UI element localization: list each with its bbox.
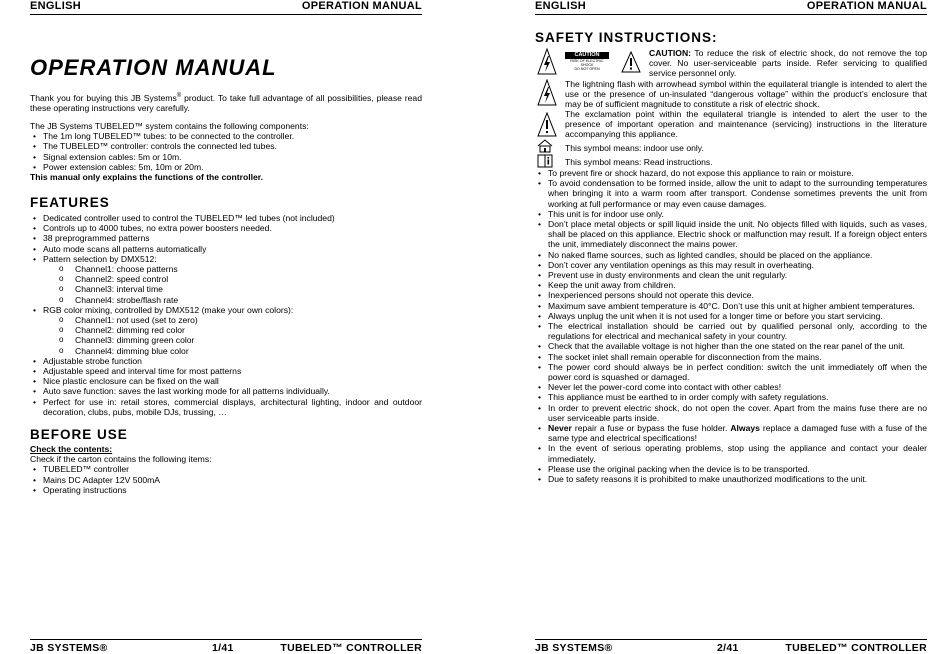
never-mid: repair a fuse or bypass the fuse holder. [571,423,731,434]
list-item: • Prevent use in dusty environments and clean the unit regularly. [535,270,927,280]
list-item: • Controls up to 4000 tubes, no extra power boosters needed. [30,223,422,233]
intro-paragraph [30,91,422,113]
list-item: • In order to prevent electric shock, do not open the cover. Apart from the mains fuse there are no user serviceable parts inside. [535,403,927,423]
never-word: Never [548,423,572,434]
list-item: • Auto mode scans all patterns automatically [30,244,422,254]
page-header [30,0,422,15]
footer-brand: JB SYSTEMS® [30,642,108,654]
list-item: • Nice plastic enclosure can be fixed on the wall [30,376,422,386]
safety-section [535,168,927,484]
list-item: • This unit is for indoor use only. [535,209,927,219]
list-item: • No naked flame sources, such as lighted candles, should be placed on the appliance. [535,250,927,260]
registered-mark: ® [176,93,182,99]
list-item: • Inexperienced persons should not operate this device. [535,290,927,300]
list-item: • Due to safety reasons it is prohibited to make unauthorized modifications to the unit. [535,474,927,484]
list-item: • Adjustable speed and interval time for most patterns [30,366,422,376]
right-page [535,0,927,654]
list-item: • Maximum save ambient temperature is 40°C. Don’t use this unit at higher ambient temperatures. [535,301,927,311]
list-item: • Perfect for use in: retail stores, commercial displays, architectural lighting, indoor and outdoor decoration, clubs, pubs, mobile DJs, trussing, … [30,397,422,417]
list-item: • The socket inlet shall remain operable for disconnection from the mains. [535,352,927,362]
caution-label-title: CAUTION [565,52,609,59]
footer-product: TUBELED™ CONTROLLER [785,642,927,654]
lightning-warning-icon [537,48,557,76]
list-item: • Power extension cables: 5m, 10m or 20m. [30,162,422,172]
exclamation-warning-icon [621,51,641,73]
components-list [30,131,422,172]
list-item: • Please use the original packing when the device is to be transported. [535,464,927,474]
footer-product: TUBELED™ CONTROLLER [280,642,422,654]
manual-note: This manual only explains the functions of the controller. [30,172,264,183]
read-instructions-icon [537,154,553,168]
list-item: o Channel3: dimming green color [30,335,422,345]
list-item: • To prevent fire or shock hazard, do not expose this appliance to rain or moisture. [535,168,927,178]
check-list [30,464,422,495]
left-page [30,0,422,654]
list-item [30,254,422,305]
list-item: o Channel2: speed control [30,274,422,284]
lightning-paragraph: The lightning flash with arrowhead symbol within the equilateral triangle is intended to alert the use or the presence of un-insulated “dangerous voltage” within the product’s enclosure that may be of sufficient magnitude to constitute a risk of electric shock. [565,79,927,110]
intro-text-b: product. To take full advantage of all possibilities, please read these operating instructions very carefully. [30,92,422,114]
list-item: • 38 preprogrammed patterns [30,233,422,243]
list-item: • Operating instructions [30,485,422,495]
indoor-use-icon [537,139,553,153]
list-item: • This appliance must be earthed to in order comply with safety regulations. [535,392,927,402]
safety-heading: SAFETY INSTRUCTIONS: [535,30,718,45]
always-word: Always [730,423,760,434]
page-title: OPERATION MANUAL [30,55,277,80]
list-item: • In the event of serious operating problems, stop using the appliance and contact your dealer immediately. [535,443,927,463]
header-title: OPERATION MANUAL [301,0,422,12]
page-header [535,0,927,15]
list-item [535,423,927,443]
list-item: • Always unplug the unit when it is not used for a longer time or before you start servicing. [535,311,927,321]
caution-text: To reduce the risk of electric shock, do not remove the top cover. No user-serviceable parts inside. Refer servicing to qualified service personnel only. [649,48,927,79]
list-item: • Signal extension cables: 5m or 10m. [30,152,422,162]
exclamation-warning-icon [537,112,557,137]
list-item: o Channel3: interval time [30,284,422,294]
list-item [30,305,422,356]
list-item: • Don’t cover any ventilation openings as this may result in overheating. [535,260,927,270]
check-title: Check the contents: [30,444,113,454]
intro-text-a: Thank you for buying this JB Systems [30,92,177,103]
caution-label [565,52,609,72]
page-footer [30,639,422,654]
list-item: o Channel2: dimming red color [30,325,422,335]
caution-paragraph [649,48,927,79]
indoor-paragraph: This symbol means: indoor use only. [565,143,704,153]
footer-page-number: 2/41 [717,642,739,654]
header-language: ENGLISH [30,0,81,12]
list-item-label: Pattern selection by DMX512: [43,253,157,264]
list-item: • To avoid condensation to be formed inside, allow the unit to adapt to the surrounding temperatures when bringing it into a warm room after transport. Condense sometimes prevents the unit from working at full performance or may even cause damages. [535,178,927,209]
lightning-warning-icon [537,79,557,107]
list-item: • Keep the unit away from children. [535,280,927,290]
page-footer [535,639,927,654]
list-item: • Check that the available voltage is not higher than the one stated on the rear panel of the unit. [535,341,927,351]
features-section [30,213,422,417]
list-item: • TUBELED™ controller [30,464,422,474]
list-item: o Channel1: choose patterns [30,264,422,274]
list-item: o Channel4: dimming blue color [30,346,422,356]
header-title: OPERATION MANUAL [806,0,927,12]
before-use-section [30,444,422,495]
caution-bold: CAUTION: [649,48,692,58]
list-item: • Dedicated controller used to control the TUBELED™ led tubes (not included) [30,213,422,223]
safety-list [535,168,927,484]
exclamation-paragraph: The exclamation point within the equilateral triangle is intended to alert the user to the presence of important operation and maintenance (servicing) instructions in the literature accompanying this appliance. [565,109,927,140]
components-section [30,121,422,182]
list-item-label: RGB color mixing, controlled by DMX512 (make your own colors): [43,304,294,315]
check-intro: Check if the carton contains the following items: [30,454,212,465]
dmx-channel-list [30,264,422,305]
features-heading: FEATURES [30,195,110,210]
header-language: ENGLISH [535,0,586,12]
list-item: • Never let the power-cord come into contact with other cables! [535,382,927,392]
features-list [30,213,422,417]
list-item: • Adjustable strobe function [30,356,422,366]
read-paragraph: This symbol means: Read instructions. [565,157,713,167]
never-end: replace a damaged fuse with a fuse of the same type and electrical specifications! [548,423,927,444]
list-item: • The TUBELED™ controller: controls the connected led tubes. [30,141,422,151]
footer-page-number: 1/41 [212,642,234,654]
list-item: • Auto save function: saves the last working mode for all patterns individually. [30,386,422,396]
list-item: o Channel1: not used (set to zero) [30,315,422,325]
list-item: • Mains DC Adapter 12V 500mA [30,475,422,485]
footer-brand: JB SYSTEMS® [535,642,613,654]
list-item: • The power cord should always be in perfect condition: switch the unit immediately off when the power cord is squashed or damaged. [535,362,927,382]
caution-label-small: RISK OF ELECTRIC SHOCK DO NOT OPEN [570,59,604,71]
rgb-channel-list [30,315,422,356]
list-item: • The 1m long TUBELED™ tubes: to be connected to the controller. [30,131,422,141]
list-item: • The electrical installation should be carried out by qualified personal only, according to the regulations for electrical and mechanical safety in your country. [535,321,927,341]
list-item: • Don’t place metal objects or spill liquid inside the unit. No objects filled with liquids, such as vases, shall be placed on this appliance. Electric shock or malfunction may result. If a foreign object enters the unit, immediately disconnect the mains power. [535,219,927,250]
components-intro: The JB Systems TUBELED™ system contains the following components: [30,121,309,131]
list-item: o Channel4: strobe/flash rate [30,295,422,305]
before-use-heading: BEFORE USE [30,427,128,442]
